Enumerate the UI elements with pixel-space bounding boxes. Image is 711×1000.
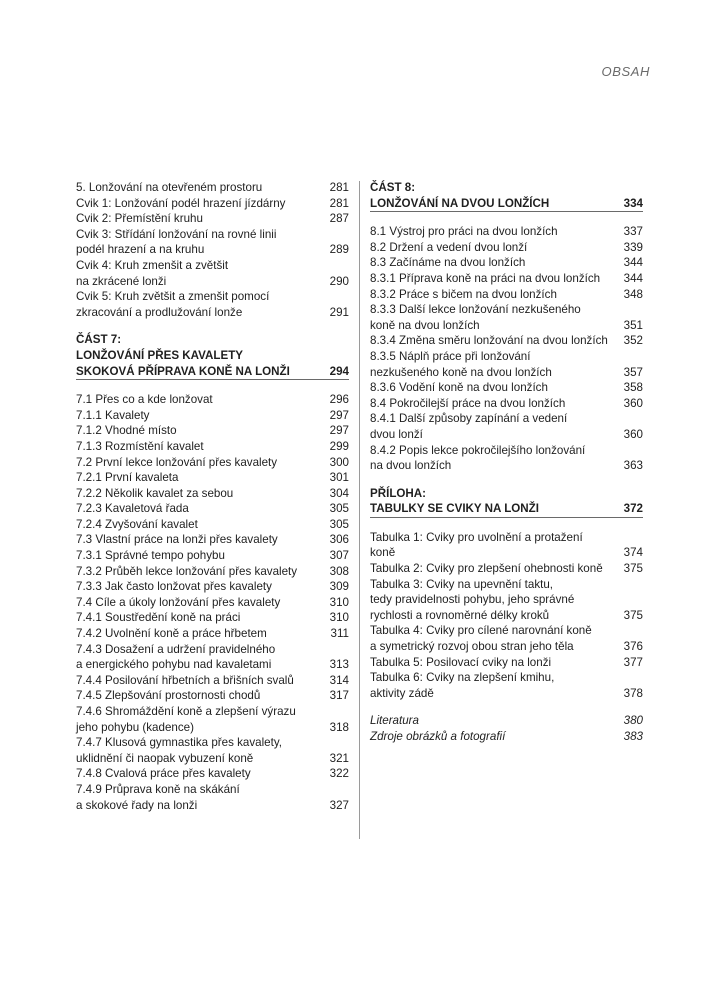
toc-entry-title (76, 548, 325, 564)
toc-entry-title-line: 8.3.4 Změna směru lonžování na dvou lonžích (370, 334, 608, 348)
toc-entry[interactable] (76, 735, 349, 766)
toc-entry[interactable] (76, 470, 349, 486)
toc-entry-title (76, 486, 325, 502)
toc-entry-title (76, 408, 325, 424)
toc-entry-title (76, 532, 325, 548)
section-page: 334 (623, 196, 643, 210)
toc-entry-title (76, 470, 325, 486)
toc-entry-page: 327 (329, 798, 349, 812)
toc-entry-title-line: 5. Lonžování na otevřeném prostoru (76, 181, 263, 194)
toc-entry-page: 360 (623, 396, 643, 410)
toc-entry-title (76, 439, 325, 455)
toc-entry-title-line: 8.2 Držení a vedení dvou lonží (370, 240, 528, 254)
toc-entry-title-line: na dvou lonžích (370, 459, 452, 473)
toc-entry-title (370, 713, 619, 729)
toc-entry[interactable] (370, 224, 643, 240)
toc-entry-title-line: 8.3.6 Vodění koně na dvou lonžích (370, 381, 548, 395)
toc-entry-title (370, 577, 619, 624)
toc-entry[interactable] (76, 610, 349, 626)
toc-entry-page: 281 (329, 196, 349, 210)
toc-entry-title (76, 455, 325, 471)
toc-entry-title-line: 7.3 Vlastní práce na lonži přes kavalety (76, 533, 278, 547)
toc-entry-page: 289 (329, 243, 349, 257)
toc-entry[interactable] (76, 423, 349, 439)
toc-entry[interactable] (76, 532, 349, 548)
toc-entry[interactable] (76, 408, 349, 424)
toc-entry-title-line: 8.3.5 Náplň práce při lonžování (370, 349, 531, 363)
toc-entry-page: 363 (623, 459, 643, 473)
toc-entry[interactable] (76, 455, 349, 471)
toc-list-right-c (370, 713, 643, 744)
toc-entry-page: 377 (623, 655, 643, 669)
toc-entry-title (370, 530, 619, 561)
toc-entry-title (76, 423, 325, 439)
toc-entry-title-line: 7.4.2 Uvolnění koně a práce hřbetem (76, 627, 267, 641)
toc-entry-title (76, 196, 325, 212)
toc-entry-title-line: 7.2.4 Zvyšování kavalet (76, 517, 198, 531)
toc-entry-title-line: Literatura (370, 714, 419, 728)
toc-entry[interactable] (76, 392, 349, 408)
toc-entry[interactable] (76, 564, 349, 580)
toc-entry-title-line: Cvik 1: Lonžování podél hrazení jízdárny (76, 196, 286, 210)
toc-entry-title-line: Cvik 2: Přemístění kruhu (76, 212, 203, 226)
toc-left-column (76, 180, 349, 813)
toc-entry[interactable] (370, 287, 643, 303)
toc-entry-page: 305 (329, 502, 349, 516)
toc-entry-title (370, 729, 619, 745)
column-divider (359, 181, 360, 839)
section-label: ČÁST 7: (76, 333, 122, 347)
toc-entry-title (370, 561, 619, 577)
toc-entry-title (76, 673, 325, 689)
toc-entry[interactable] (76, 486, 349, 502)
toc-entry-title-line: Cvik 5: Kruh zvětšit a zmenšit pomocí (76, 290, 270, 304)
toc-entry[interactable] (370, 670, 643, 701)
toc-entry-title (76, 610, 325, 626)
toc-entry-title (370, 287, 619, 303)
running-head: OBSAH (601, 64, 650, 79)
toc-entry[interactable] (76, 704, 349, 735)
toc-entry[interactable] (370, 349, 643, 380)
toc-entry-page: 374 (623, 546, 643, 560)
toc-entry[interactable] (76, 782, 349, 813)
toc-entry-title-line: 8.4 Pokročilejší práce na dvou lonžích (370, 396, 566, 410)
toc-entry-title-line: 7.1 Přes co a kde lonžovat (76, 393, 213, 407)
toc-entry-title-line: zkracování a prodlužování lonže (76, 305, 243, 319)
toc-entry-title-line: 7.4 Cíle a úkoly lonžování přes kavalety (76, 595, 281, 609)
toc-entry-page: 290 (329, 274, 349, 288)
toc-entry-title-line: 7.4.8 Cvalová práce přes kavalety (76, 767, 251, 781)
toc-entry-title-line: 7.4.7 Klusová gymnastika přes kavalety, (76, 736, 282, 750)
toc-entry[interactable] (370, 443, 643, 474)
section-label: PŘÍLOHA: (370, 486, 427, 500)
toc-entry-title-line: 8.3.1 Příprava koně na práci na dvou lonžích (370, 271, 601, 285)
toc-entry[interactable] (370, 302, 643, 333)
toc-entry-title (76, 642, 325, 673)
toc-entry-title (76, 595, 325, 611)
toc-entry-title-line: Zdroje obrázků a fotografií (370, 730, 506, 743)
toc-entry[interactable] (370, 623, 643, 654)
toc-entry[interactable] (370, 729, 643, 745)
toc-entry-title-line: 7.3.1 Správné tempo pohybu (76, 549, 225, 563)
toc-entry-title (76, 688, 325, 704)
toc-entry-page: 358 (623, 381, 643, 395)
toc-entry-title-line: nezkušeného koně na dvou lonžích (370, 365, 552, 379)
toc-entry-page: 322 (329, 767, 349, 781)
toc-entry-title-line: dvou lonží (370, 427, 423, 441)
toc-entry-title (370, 670, 619, 701)
toc-entry-title-line: 8.3.3 Další lekce lonžování nezkušeného (370, 303, 581, 317)
toc-entry-page: 305 (329, 517, 349, 531)
toc-entry[interactable] (76, 258, 349, 289)
toc-list-right-b (370, 530, 643, 702)
section-label: ČÁST 8: (370, 181, 416, 194)
toc-entry-title (76, 564, 325, 580)
toc-entry-page: 339 (623, 240, 643, 254)
toc-entry[interactable] (370, 561, 643, 577)
toc-entry-title (370, 333, 619, 349)
toc-entry-title (370, 349, 619, 380)
toc-entry-page: 308 (329, 564, 349, 578)
toc-entry-page: 321 (329, 751, 349, 765)
toc-entry[interactable] (76, 548, 349, 564)
toc-entry-title-line: jeho pohybu (kadence) (76, 720, 194, 734)
toc-entry-title-line: Tabulka 6: Cviky na zlepšení kmihu, (370, 671, 555, 685)
toc-entry-title-line: Tabulka 5: Posilovací cviky na lonži (370, 655, 552, 669)
section-title: TABULKY SE CVIKY NA LONŽI (370, 502, 539, 516)
toc-entry[interactable] (76, 626, 349, 642)
toc-entry-title-line: 7.4.6 Shromáždění koně a zlepšení výrazu (76, 705, 296, 718)
section-page: 372 (623, 502, 643, 516)
toc-entry-page: 337 (623, 225, 643, 239)
toc-entry-page: 313 (329, 658, 349, 672)
toc-entry-page: 287 (329, 212, 349, 226)
toc-entry-title-line: uklidnění či naopak vybuzení koně (76, 751, 254, 765)
toc-entry-page: 376 (623, 640, 643, 654)
toc-entry[interactable] (76, 227, 349, 258)
toc-entry-title-line: aktivity zádě (370, 686, 434, 700)
toc-entry[interactable] (76, 766, 349, 782)
toc-entry-title-line: tedy pravidelnosti pohybu, jeho správné (370, 593, 575, 607)
toc-entry-title-line: 7.4.4 Posilování hřbetních a břišních svalů (76, 673, 294, 687)
toc-entry-page: 301 (329, 471, 349, 485)
toc-entry[interactable] (370, 255, 643, 271)
toc-entry-title-line: 7.1.1 Kavalety (76, 408, 150, 422)
toc-right-column (370, 180, 643, 745)
toc-entry-title-line: na zkrácené lonži (76, 274, 167, 288)
toc-entry-title-line: 8.4.1 Další způsoby zapínání a vedení (370, 412, 568, 426)
toc-entry-page: 299 (329, 439, 349, 453)
toc-entry[interactable] (76, 642, 349, 673)
toc-entry-title-line: a skokové řady na lonži (76, 798, 198, 812)
toc-entry-title-line: rychlosti a rovnoměrné délky kroků (370, 608, 550, 622)
toc-entry-page: 307 (329, 549, 349, 563)
toc-entry-title-line: Tabulka 3: Cviky na upevnění taktu, (370, 577, 554, 591)
toc-entry-title-line: a energického pohybu nad kavaletami (76, 658, 272, 672)
toc-entry-title (370, 271, 619, 287)
toc-entry[interactable] (76, 688, 349, 704)
toc-entry-title (76, 392, 325, 408)
toc-entry-title-line: 7.1.2 Vhodné místo (76, 424, 177, 438)
toc-entry-title-line: 7.3.3 Jak často lonžovat přes kavalety (76, 580, 272, 594)
toc-entry-page: 375 (623, 608, 643, 622)
toc-entry-page: 357 (623, 365, 643, 379)
toc-entry[interactable] (370, 530, 643, 561)
toc-entry[interactable] (370, 577, 643, 624)
toc-list-right-a (370, 224, 643, 474)
toc-entry-page: 314 (329, 673, 349, 687)
toc-entry-page: 309 (329, 580, 349, 594)
toc-entry[interactable] (370, 396, 643, 412)
toc-entry[interactable] (76, 579, 349, 595)
toc-entry[interactable] (370, 271, 643, 287)
toc-entry-page: 344 (623, 256, 643, 270)
toc-entry-title (76, 766, 325, 782)
toc-list-left-b (76, 392, 349, 813)
toc-entry-title-line: Cvik 4: Kruh zmenšit a zvětšit (76, 258, 229, 272)
toc-entry-title-line: podél hrazení a na kruhu (76, 243, 205, 257)
toc-entry-title (370, 411, 619, 442)
toc-entry-title (370, 380, 619, 396)
toc-entry-title (76, 782, 325, 813)
toc-entry-title-line: Tabulka 1: Cviky pro uvolnění a protažení koně (370, 530, 583, 560)
toc-entry-title-line: 8.3.2 Práce s bičem na dvou lonžích (370, 287, 557, 301)
toc-entry[interactable] (370, 240, 643, 256)
toc-entry-title (76, 626, 325, 642)
toc-entry-page: 317 (329, 689, 349, 703)
toc-entry[interactable] (76, 517, 349, 533)
toc-entry-page: 310 (329, 595, 349, 609)
toc-entry-page: 300 (329, 455, 349, 469)
section-heading-part8[interactable] (370, 180, 643, 212)
toc-entry-title (76, 735, 325, 766)
section-title-line1: LONŽOVÁNÍ PŘES KAVALETY (76, 348, 244, 362)
section-title: LONŽOVÁNÍ NA DVOU LONŽÍCH (370, 196, 550, 210)
toc-entry-title (370, 224, 619, 240)
toc-entry[interactable] (76, 196, 349, 212)
toc-entry-title (370, 255, 619, 271)
toc-entry[interactable] (370, 655, 643, 671)
toc-entry-title (76, 501, 325, 517)
toc-entry-page: 378 (623, 686, 643, 700)
toc-list-left-a (76, 180, 349, 320)
toc-entry-title-line: Tabulka 4: Cviky pro cílené narovnání koně (370, 624, 592, 638)
toc-entry[interactable] (370, 333, 643, 349)
toc-entry-title (76, 579, 325, 595)
toc-entry-page: 281 (329, 181, 349, 194)
toc-entry-page: 351 (623, 318, 643, 332)
toc-entry[interactable] (76, 501, 349, 517)
toc-entry-title-line: Cvik 3: Střídání lonžování na rovné linii (76, 227, 277, 241)
section-title-line2: SKOKOVÁ PŘÍPRAVA KONĚ NA LONŽI (76, 364, 290, 378)
toc-entry-page: 360 (623, 427, 643, 441)
toc-entry[interactable] (370, 411, 643, 442)
toc-entry-title-line: Tabulka 2: Cviky pro zlepšení ohebnosti koně (370, 562, 603, 576)
toc-entry-title (76, 211, 325, 227)
toc-entry-title (370, 443, 619, 474)
toc-entry-title-line: 7.4.1 Soustředění koně na práci (76, 611, 241, 625)
toc-entry[interactable] (76, 439, 349, 455)
toc-entry-title-line: 7.3.2 Průběh lekce lonžování přes kavalety (76, 564, 298, 578)
toc-entry-page: 383 (623, 730, 643, 743)
toc-entry[interactable] (76, 289, 349, 320)
toc-entry[interactable] (76, 180, 349, 196)
toc-entry-title-line: 7.2.3 Kavaletová řada (76, 502, 189, 516)
toc-entry-page: 318 (329, 720, 349, 734)
toc-entry-page: 375 (623, 562, 643, 576)
toc-entry-title (76, 704, 325, 735)
toc-entry-title-line: 7.4.3 Dosažení a udržení pravidelného (76, 642, 276, 656)
toc-entry[interactable] (76, 673, 349, 689)
toc-entry-title-line: a symetrický rozvoj obou stran jeho těla (370, 640, 574, 654)
toc-entry-title-line: 7.2 První lekce lonžování přes kavalety (76, 455, 278, 469)
toc-entry-page: 310 (329, 611, 349, 625)
toc-entry-title (370, 240, 619, 256)
toc-entry-page: 380 (623, 714, 643, 728)
toc-entry-title (76, 289, 325, 320)
toc-entry-title (76, 517, 325, 533)
section-heading-appendix[interactable] (370, 486, 643, 518)
toc-entry-title-line: 8.3 Začínáme na dvou lonžích (370, 256, 526, 270)
toc-entry-page: 352 (623, 334, 643, 348)
toc-entry-page: 291 (329, 305, 349, 319)
section-page: 294 (329, 364, 349, 378)
toc-entry-title-line: 7.4.9 Průprava koně na skákání (76, 782, 240, 796)
toc-entry-title-line: koně na dvou lonžích (370, 318, 480, 332)
toc-entry-title (76, 180, 325, 196)
toc-entry-page: 311 (330, 627, 349, 641)
toc-entry-title-line: 7.4.5 Zlepšování prostornosti chodů (76, 689, 261, 703)
toc-entry-title-line: 8.1 Výstroj pro práci na dvou lonžích (370, 225, 558, 239)
toc-entry-title (370, 623, 619, 654)
toc-entry[interactable] (370, 380, 643, 396)
toc-entry-page: 348 (623, 287, 643, 301)
toc-entry-page: 297 (329, 408, 349, 422)
toc-entry-page: 297 (329, 424, 349, 438)
toc-entry-title-line: 7.2.1 První kavaleta (76, 471, 179, 485)
toc-entry[interactable] (76, 595, 349, 611)
toc-entry-title-line: 7.1.3 Rozmístění kavalet (76, 439, 204, 453)
toc-entry-title (370, 655, 619, 671)
section-heading-part7[interactable] (76, 332, 349, 380)
toc-entry-page: 306 (329, 533, 349, 547)
toc-entry-title (76, 227, 325, 258)
toc-entry[interactable] (370, 713, 643, 729)
toc-entry-title-line: 7.2.2 Několik kavalet za sebou (76, 486, 234, 500)
toc-entry-title (370, 396, 619, 412)
toc-entry[interactable] (76, 211, 349, 227)
toc-entry-page: 344 (623, 271, 643, 285)
toc-entry-title (76, 258, 325, 289)
toc-entry-title-line: 8.4.2 Popis lekce pokročilejšího lonžování (370, 443, 586, 457)
toc-entry-title (370, 302, 619, 333)
toc-entry-page: 296 (329, 393, 349, 407)
toc-entry-page: 304 (329, 486, 349, 500)
